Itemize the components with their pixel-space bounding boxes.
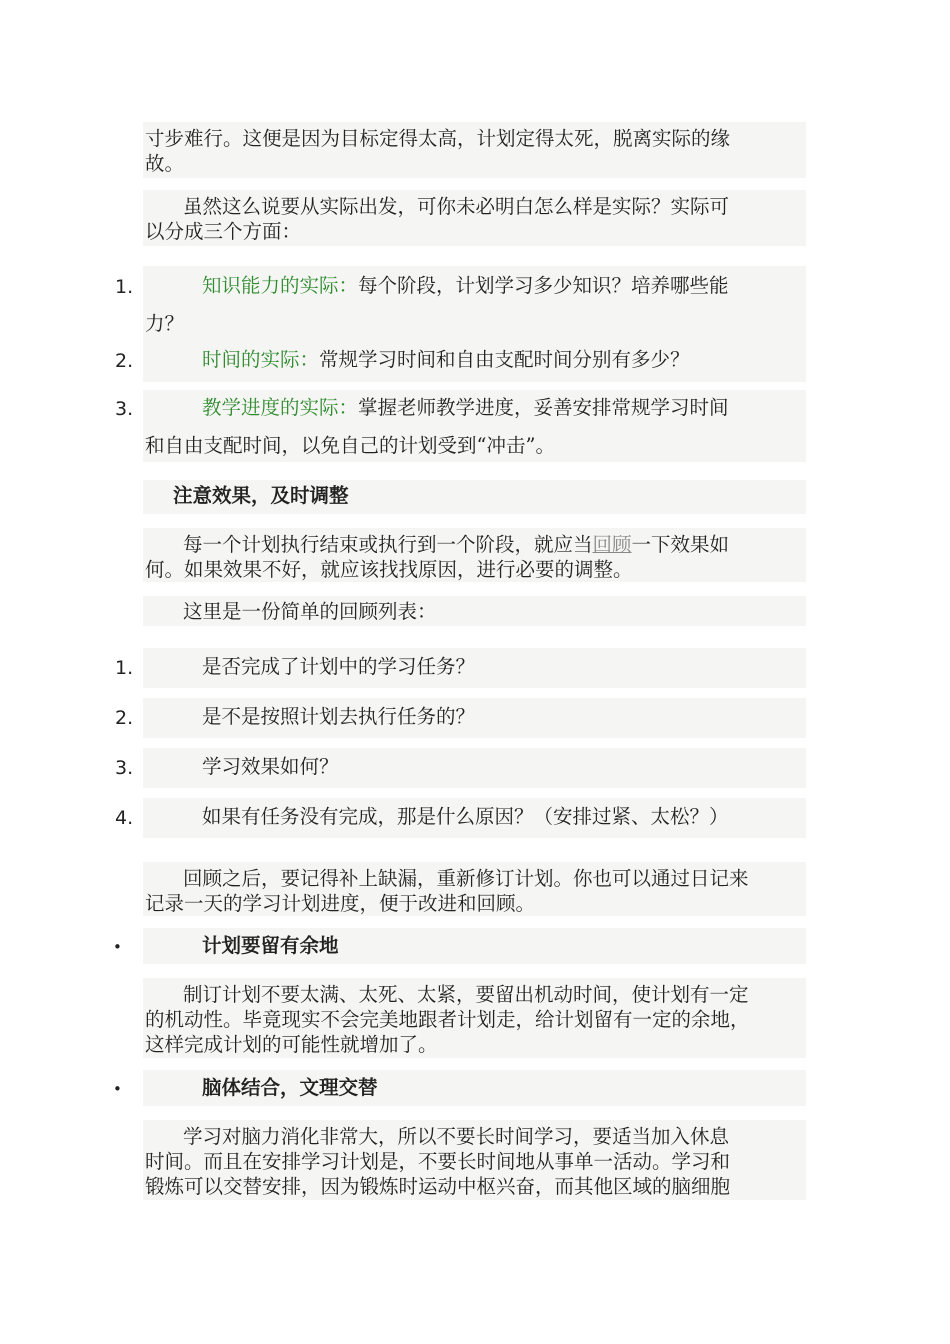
list-item-continuation: 力？ (145, 312, 185, 335)
margin-line-1: 制订计划不要太满、太死、太紧，要留出机动时间，使计划有一定 (183, 983, 749, 1006)
after-review-paragraph (145, 866, 807, 916)
list-item-body: 每个阶段，计划学习多少知识？培养哪些能 (358, 274, 729, 297)
review-link[interactable]: 回顾 (592, 533, 632, 556)
list-item-text (202, 396, 729, 420)
reality-intro-paragraph (145, 194, 807, 244)
section-heading-margin: 计划要留有余地 (202, 934, 339, 957)
list-item-term: 时间的实际： (202, 348, 320, 371)
list-item-term: 教学进度的实际： (202, 396, 359, 419)
list-number: 4. (115, 807, 134, 829)
list-number: 2. (115, 707, 134, 729)
margin-line-2: 的机动性。毕竟现实不会完美地跟者计划走，给计划留有一定的余地， (145, 1008, 750, 1031)
reality-item-3 (113, 390, 806, 462)
after-review-line-2: 记录一天的学习计划进度，便于改进和回顾。 (145, 892, 536, 915)
list-number: 2. (115, 350, 134, 372)
list-number: 3. (115, 757, 134, 779)
brain-heading-row (113, 1070, 806, 1106)
reality-item-1 (113, 266, 806, 342)
reality-intro-line-1: 虽然这么说要从实际出发，可你未必明白怎么样是实际？实际可 (183, 195, 730, 218)
list-item-text: 如果有任务没有完成，那是什么原因？（安排过紧、太松？） (202, 805, 729, 828)
list-item-text: 是否完成了计划中的学习任务？ (202, 655, 476, 678)
list-item-body: 常规学习时间和自由支配时间分别有多少？ (319, 348, 690, 371)
effect-line-1: 每一个计划执行结束或执行到一个阶段，就应当回顾一下效果如 (183, 533, 730, 556)
brain-paragraph (145, 1124, 807, 1199)
intro-line-2: 故。 (145, 152, 185, 175)
section-heading-brain: 脑体结合，文理交替 (202, 1076, 378, 1099)
review-item-2 (113, 698, 806, 738)
review-item-4 (113, 798, 806, 838)
after-review-line-1: 回顾之后，要记得补上缺漏，重新修订计划。你也可以通过日记来 (183, 867, 749, 890)
margin-paragraph (145, 982, 807, 1057)
review-list-intro: 这里是一份简单的回顾列表： (183, 600, 437, 623)
bullet-icon: • (113, 1080, 122, 1098)
list-item-text: 学习效果如何？ (202, 755, 339, 778)
intro-paragraph (145, 126, 807, 176)
brain-line-1: 学习对脑力消化非常大，所以不要长时间学习，要适当加入休息 (183, 1125, 730, 1148)
margin-heading-row (113, 928, 806, 964)
list-number: 1. (115, 657, 134, 679)
margin-line-3: 这样完成计划的可能性就增加了。 (145, 1033, 438, 1056)
effect-line-2: 何。如果效果不好，就应该找找原因，进行必要的调整。 (145, 558, 633, 581)
review-item-3 (113, 748, 806, 788)
list-item-text: 是不是按照计划去执行任务的？ (202, 705, 476, 728)
bullet-icon: • (113, 938, 122, 956)
list-item-term: 知识能力的实际： (202, 274, 359, 297)
list-number: 3. (115, 398, 134, 420)
list-item-text (202, 274, 729, 298)
section-heading-effect: 注意效果，及时调整 (173, 484, 349, 507)
list-number: 1. (115, 276, 134, 298)
list-item-text (202, 348, 690, 372)
review-item-1 (113, 648, 806, 688)
list-item-continuation: 和自由支配时间，以免自己的计划受到“冲击”。 (145, 434, 555, 457)
list-item-body: 掌握老师教学进度，妥善安排常规学习时间 (358, 396, 729, 419)
brain-line-2: 时间。而且在安排学习计划是，不要长时间地从事单一活动。学习和 (145, 1150, 731, 1173)
intro-line-1: 寸步难行。这便是因为目标定得太高，计划定得太死，脱离实际的缘 (145, 127, 731, 150)
effect-paragraph (145, 532, 807, 582)
reality-item-2 (113, 342, 806, 382)
brain-line-3: 锻炼可以交替安排，因为锻炼时运动中枢兴奋，而其他区域的脑细胞 (145, 1175, 731, 1198)
reality-intro-line-2: 以分成三个方面： (145, 220, 302, 243)
